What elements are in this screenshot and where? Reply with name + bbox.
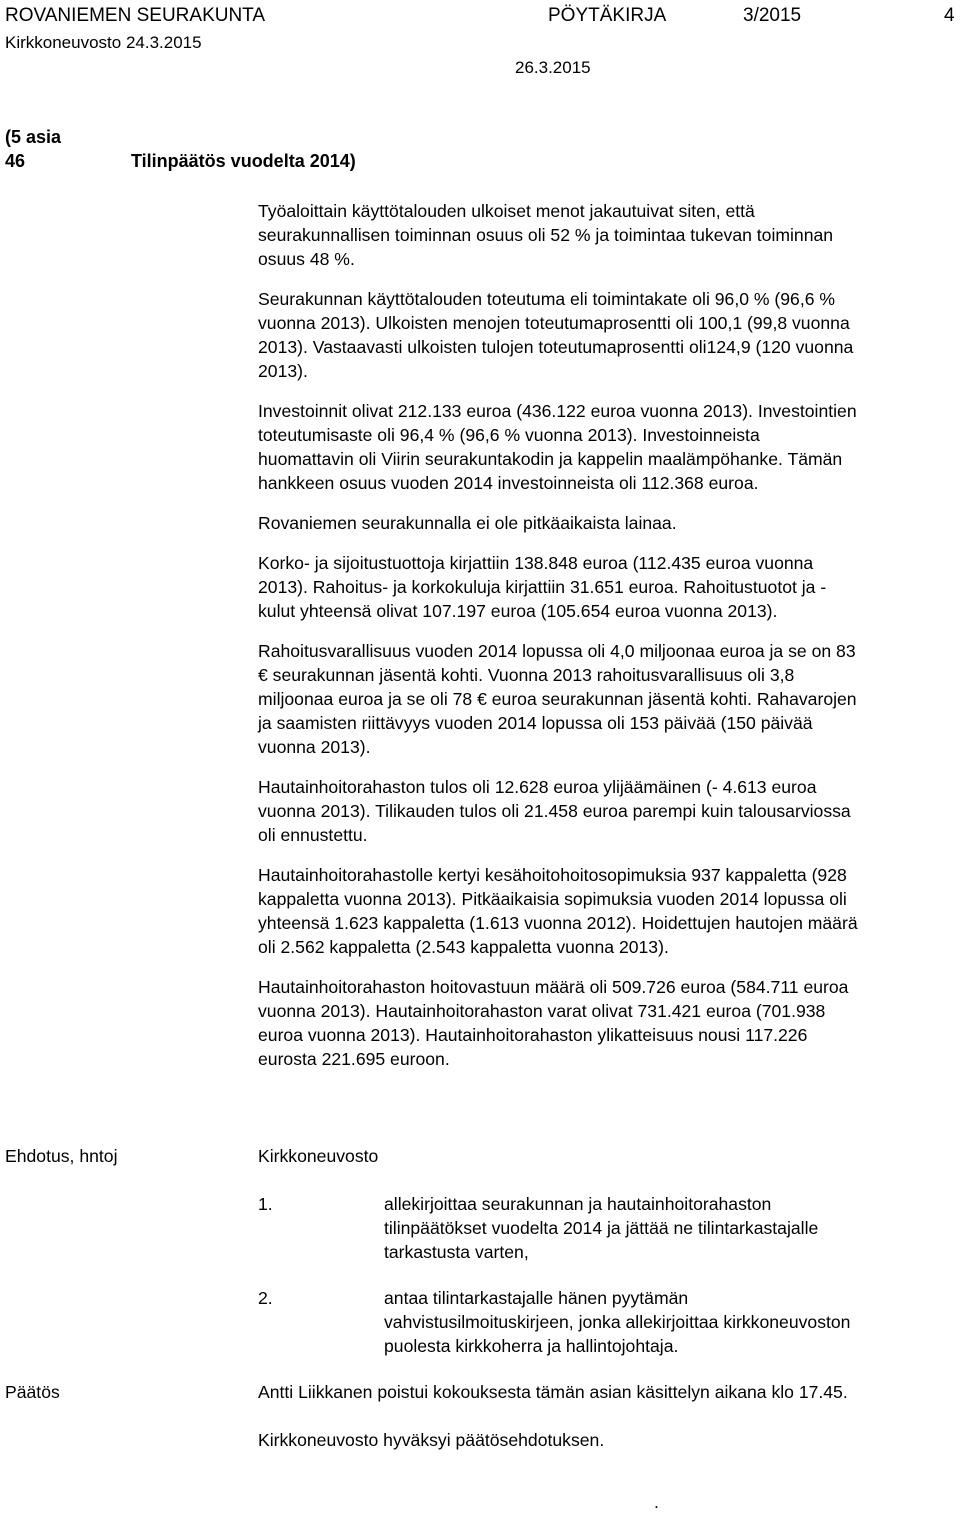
header-page-number: 4: [944, 5, 955, 26]
paragraph: Seurakunnan käyttötalouden toteutuma eli toimintakate oli 96,0 % (96,6 % vuonna 2013). Ulkoisten menojen toteutumaprosentti oli 100,1 (99,8 vuonna 2013). Vastaavasti ulkoisten tulojen toteutumaprosentti oli124,9 (120 vuonna 2013).: [258, 289, 854, 381]
paragraph: Rahoitusvarallisuus vuoden 2014 lopussa oli 4,0 miljoonaa euroa ja se on 83 € seurakunnan jäsentä kohti. Vuonna 2013 rahoitusvarallisuus oli 3,8 miljoonaa euroa ja se oli 78 € euroa seurakunnan jäsentä kohti. Rahavarojen ja saamisten riittävyys vuoden 2014 lopussa oli 153 päivää (150 päivää vuonna 2013).: [258, 641, 857, 757]
section-number: 46: [5, 151, 26, 171]
paragraph: Investoinnit olivat 212.133 euroa (436.122 euroa vuonna 2013). Investointien toteutumisaste oli 96,4 % (96,6 % vuonna 2013). Investoinneista huomattavin oli Viirin seurakuntakodin ja kappelin maalämpöhanke. Tämän hankkeen osuus vuoden 2014 investoinneista oli 112.368 euroa.: [258, 401, 857, 493]
proposal-item-text: allekirjoittaa seurakunnan ja hautainhoitorahaston tilinpäätökset vuodelta 2014 ja jättää ne tilintarkastajalle tarkastusta varten,: [384, 1194, 819, 1262]
header-body-date: Kirkkoneuvosto 24.3.2015: [5, 33, 202, 52]
proposal-item-text: antaa tilintarkastajalle hänen pyytämän vahvistusilmoituskirjeen, jonka allekirjoittaa kirkkoneuvoston puolesta kirkkoherra ja hallintojohtaja.: [384, 1288, 851, 1356]
section-title: Tilinpäätös vuodelta 2014): [131, 151, 356, 171]
proposal-item-number: 2.: [258, 1288, 273, 1308]
header-doc-type: PÖYTÄKIRJA: [548, 5, 667, 26]
paragraph: Rovaniemen seurakunnalla ei ole pitkäaikaista lainaa.: [258, 513, 677, 533]
section-asia: (5 asia: [5, 127, 62, 147]
decision-label: Päätös: [5, 1382, 60, 1402]
header-org: ROVANIEMEN SEURAKUNTA: [5, 5, 266, 26]
paragraph: Hautainhoitorahastolle kertyi kesähoitohoitosopimuksia 937 kappaletta (928 kappaletta vuonna 2013). Pitkäaikaisia sopimuksia vuoden 2014 lopussa oli yhteensä 1.623 kappaletta (1.613 vuonna 2012). Hoidettujen hautojen määrä oli 2.562 kappaletta (2.543 kappaletta vuonna 2013).: [258, 865, 858, 957]
paragraph: Hautainhoitorahaston tulos oli 12.628 euroa ylijäämäinen (- 4.613 euroa vuonna 2013). Tilikauden tulos oli 21.458 euroa parempi kuin talousarviossa oli ennustettu.: [258, 777, 851, 845]
paragraph: Korko- ja sijoitustuottoja kirjattiin 138.848 euroa (112.435 euroa vuonna 2013). Rahoitus- ja korkokuluja kirjattiin 31.651 euroa. Rahoitustuotot ja - kulut yhteensä olivat 107.197 euroa (105.654 euroa vuonna 2013).: [258, 553, 827, 621]
decision-line: Kirkkoneuvosto hyväksyi päätösehdotuksen.: [258, 1430, 605, 1450]
proposal-body: Kirkkoneuvosto: [258, 1146, 379, 1166]
paragraph: Työaloittain käyttötalouden ulkoiset menot jakautuivat siten, että seurakunnallisen toiminnan osuus oli 52 % ja toimintaa tukevan toiminnan osuus 48 %.: [258, 201, 834, 269]
proposal-item-number: 1.: [258, 1194, 273, 1214]
paragraph: Hautainhoitorahaston hoitovastuun määrä oli 509.726 euroa (584.711 euroa vuonna 2013). Hautainhoitorahaston varat olivat 731.421 euroa (701.938 euroa vuonna 2013). Hautainhoitorahaston ylikatteisuus nousi 117.226 eurosta 221.695 euroon.: [258, 977, 849, 1069]
header-issue-date: 26.3.2015: [515, 58, 591, 77]
header-doc-number: 3/2015: [743, 5, 802, 26]
proposal-label: Ehdotus, hntoj: [5, 1146, 118, 1166]
footer-mark: .: [654, 1492, 659, 1512]
body-column: [258, 199, 958, 1071]
decision-line: Antti Liikkanen poistui kokouksesta tämän asian käsittelyn aikana klo 17.45.: [258, 1382, 848, 1402]
